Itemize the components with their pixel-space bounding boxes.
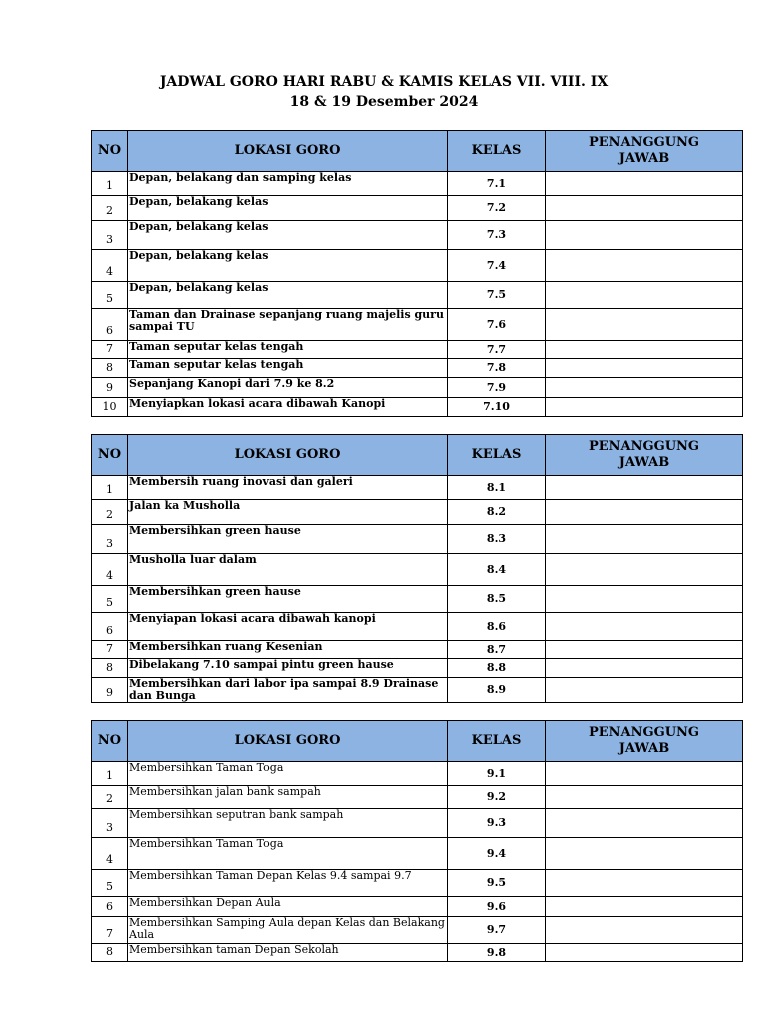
row-penanggung-jawab [546, 282, 743, 309]
row-number: 2 [92, 786, 128, 809]
row-lokasi: Membersihkan Taman Toga [128, 838, 448, 870]
table-row [92, 172, 743, 196]
table-row [92, 378, 743, 398]
row-penanggung-jawab [546, 196, 743, 221]
row-number: 2 [92, 196, 128, 221]
row-kelas: 9.6 [448, 897, 546, 917]
row-lokasi: Depan, belakang dan samping kelas [128, 172, 448, 196]
row-number: 9 [92, 378, 128, 398]
row-lokasi: Membersihkan Taman Toga [128, 762, 448, 786]
row-number: 7 [92, 917, 128, 944]
table-row [92, 341, 743, 359]
row-kelas: 7.3 [448, 221, 546, 250]
header-lokasi: LOKASI GORO [128, 131, 448, 172]
row-lokasi: Membersihkan Depan Aula [128, 897, 448, 917]
row-lokasi: Membersihkan green hause [128, 586, 448, 613]
row-penanggung-jawab [546, 172, 743, 196]
table-row [92, 500, 743, 525]
row-number: 3 [92, 525, 128, 554]
row-lokasi: Taman seputar kelas tengah [128, 359, 448, 378]
row-number: 3 [92, 809, 128, 838]
header-kelas: KELAS [448, 435, 546, 476]
row-penanggung-jawab [546, 870, 743, 897]
row-number: 1 [92, 476, 128, 500]
row-kelas: 9.3 [448, 809, 546, 838]
table-row [92, 476, 743, 500]
row-kelas: 7.2 [448, 196, 546, 221]
header-lokasi: LOKASI GORO [128, 721, 448, 762]
row-number: 5 [92, 870, 128, 897]
row-number: 8 [92, 359, 128, 378]
header-penanggung-jawab: PENANGGUNG JAWAB [546, 131, 743, 172]
row-penanggung-jawab [546, 378, 743, 398]
row-kelas: 8.1 [448, 476, 546, 500]
row-penanggung-jawab [546, 786, 743, 809]
row-kelas: 7.5 [448, 282, 546, 309]
header-kelas: KELAS [448, 131, 546, 172]
row-kelas: 8.5 [448, 586, 546, 613]
row-lokasi: Depan, belakang kelas [128, 282, 448, 309]
row-number: 9 [92, 678, 128, 703]
schedule-table-class-9 [91, 720, 743, 962]
row-number: 4 [92, 554, 128, 586]
row-kelas: 8.8 [448, 659, 546, 678]
row-lokasi: Depan, belakang kelas [128, 221, 448, 250]
row-lokasi: Musholla luar dalam [128, 554, 448, 586]
table-body [92, 762, 743, 962]
header-no: NO [92, 435, 128, 476]
row-kelas: 9.1 [448, 762, 546, 786]
row-kelas: 8.7 [448, 641, 546, 659]
row-lokasi: Membersihkan seputran bank sampah [128, 809, 448, 838]
row-lokasi: Taman seputar kelas tengah [128, 341, 448, 359]
table-row [92, 870, 743, 897]
row-kelas: 7.1 [448, 172, 546, 196]
row-number: 1 [92, 762, 128, 786]
row-kelas: 9.4 [448, 838, 546, 870]
table-row [92, 398, 743, 417]
row-kelas: 9.7 [448, 917, 546, 944]
row-lokasi: Membersihkan taman Depan Sekolah [128, 944, 448, 962]
row-lokasi: Membersihkan dari labor ipa sampai 8.9 Drainase dan Bunga [128, 678, 448, 703]
row-number: 6 [92, 897, 128, 917]
table-row [92, 762, 743, 786]
row-lokasi: Dibelakang 7.10 sampai pintu green hause [128, 659, 448, 678]
row-kelas: 7.6 [448, 309, 546, 341]
row-lokasi: Sepanjang Kanopi dari 7.9 ke 8.2 [128, 378, 448, 398]
row-kelas: 7.8 [448, 359, 546, 378]
row-lokasi: Menyiapkan lokasi acara dibawah Kanopi [128, 398, 448, 417]
row-number: 7 [92, 341, 128, 359]
table-row [92, 613, 743, 641]
table-row [92, 809, 743, 838]
row-lokasi: Jalan ka Musholla [128, 500, 448, 525]
table-body [92, 172, 743, 417]
row-penanggung-jawab [546, 944, 743, 962]
table-row [92, 586, 743, 613]
row-kelas: 9.2 [448, 786, 546, 809]
header-no: NO [92, 131, 128, 172]
table-row [92, 525, 743, 554]
row-penanggung-jawab [546, 476, 743, 500]
row-number: 5 [92, 282, 128, 309]
row-number: 6 [92, 309, 128, 341]
table-row [92, 897, 743, 917]
row-number: 4 [92, 838, 128, 870]
row-penanggung-jawab [546, 309, 743, 341]
row-kelas: 7.9 [448, 378, 546, 398]
row-lokasi: Depan, belakang kelas [128, 196, 448, 221]
row-penanggung-jawab [546, 659, 743, 678]
row-lokasi: Membersihkan Samping Aula depan Kelas dan Belakang Aula [128, 917, 448, 944]
row-lokasi: Menyiapan lokasi acara dibawah kanopi [128, 613, 448, 641]
table-row [92, 359, 743, 378]
row-lokasi: Membersihkan jalan bank sampah [128, 786, 448, 809]
table-row [92, 309, 743, 341]
row-kelas: 8.4 [448, 554, 546, 586]
row-penanggung-jawab [546, 250, 743, 282]
table-row [92, 917, 743, 944]
row-kelas: 8.6 [448, 613, 546, 641]
table-row [92, 221, 743, 250]
row-penanggung-jawab [546, 897, 743, 917]
table-row [92, 554, 743, 586]
row-penanggung-jawab [546, 762, 743, 786]
row-number: 5 [92, 586, 128, 613]
table-row [92, 659, 743, 678]
row-lokasi: Membersihkan ruang Kesenian [128, 641, 448, 659]
table-row [92, 282, 743, 309]
table-row [92, 944, 743, 962]
schedule-table-class-8 [91, 434, 743, 703]
row-number: 3 [92, 221, 128, 250]
row-lokasi: Membersihkan Taman Depan Kelas 9.4 sampai 9.7 [128, 870, 448, 897]
table-row [92, 838, 743, 870]
row-kelas: 7.7 [448, 341, 546, 359]
row-penanggung-jawab [546, 641, 743, 659]
row-penanggung-jawab [546, 341, 743, 359]
row-penanggung-jawab [546, 398, 743, 417]
row-kelas: 9.5 [448, 870, 546, 897]
row-penanggung-jawab [546, 500, 743, 525]
row-penanggung-jawab [546, 554, 743, 586]
table-row [92, 196, 743, 221]
row-kelas: 8.2 [448, 500, 546, 525]
table-row [92, 641, 743, 659]
row-penanggung-jawab [546, 525, 743, 554]
table-row [92, 786, 743, 809]
table-row [92, 250, 743, 282]
table-body [92, 476, 743, 703]
row-number: 2 [92, 500, 128, 525]
row-penanggung-jawab [546, 678, 743, 703]
row-kelas: 7.4 [448, 250, 546, 282]
row-kelas: 8.9 [448, 678, 546, 703]
header-lokasi: LOKASI GORO [128, 435, 448, 476]
row-penanggung-jawab [546, 613, 743, 641]
document-title: JADWAL GORO HARI RABU & KAMIS KELAS VII. VIII. IX [159, 74, 609, 90]
row-number: 8 [92, 944, 128, 962]
row-penanggung-jawab [546, 917, 743, 944]
header-kelas: KELAS [448, 721, 546, 762]
row-number: 10 [92, 398, 128, 417]
row-number: 8 [92, 659, 128, 678]
row-lokasi: Membersih ruang inovasi dan galeri [128, 476, 448, 500]
header-penanggung-jawab: PENANGGUNG JAWAB [546, 721, 743, 762]
row-penanggung-jawab [546, 838, 743, 870]
schedule-table-class-7 [91, 130, 743, 417]
row-lokasi: Membersihkan green hause [128, 525, 448, 554]
table-row [92, 678, 743, 703]
row-lokasi: Taman dan Drainase sepanjang ruang majelis guru sampai TU [128, 309, 448, 341]
row-penanggung-jawab [546, 359, 743, 378]
row-number: 6 [92, 613, 128, 641]
row-lokasi: Depan, belakang kelas [128, 250, 448, 282]
row-kelas: 7.10 [448, 398, 546, 417]
row-kelas: 9.8 [448, 944, 546, 962]
row-penanggung-jawab [546, 809, 743, 838]
row-penanggung-jawab [546, 586, 743, 613]
row-penanggung-jawab [546, 221, 743, 250]
header-penanggung-jawab: PENANGGUNG JAWAB [546, 435, 743, 476]
document-date: 18 & 19 Desember 2024 [289, 94, 479, 110]
row-number: 7 [92, 641, 128, 659]
row-number: 1 [92, 172, 128, 196]
row-kelas: 8.3 [448, 525, 546, 554]
row-number: 4 [92, 250, 128, 282]
header-no: NO [92, 721, 128, 762]
